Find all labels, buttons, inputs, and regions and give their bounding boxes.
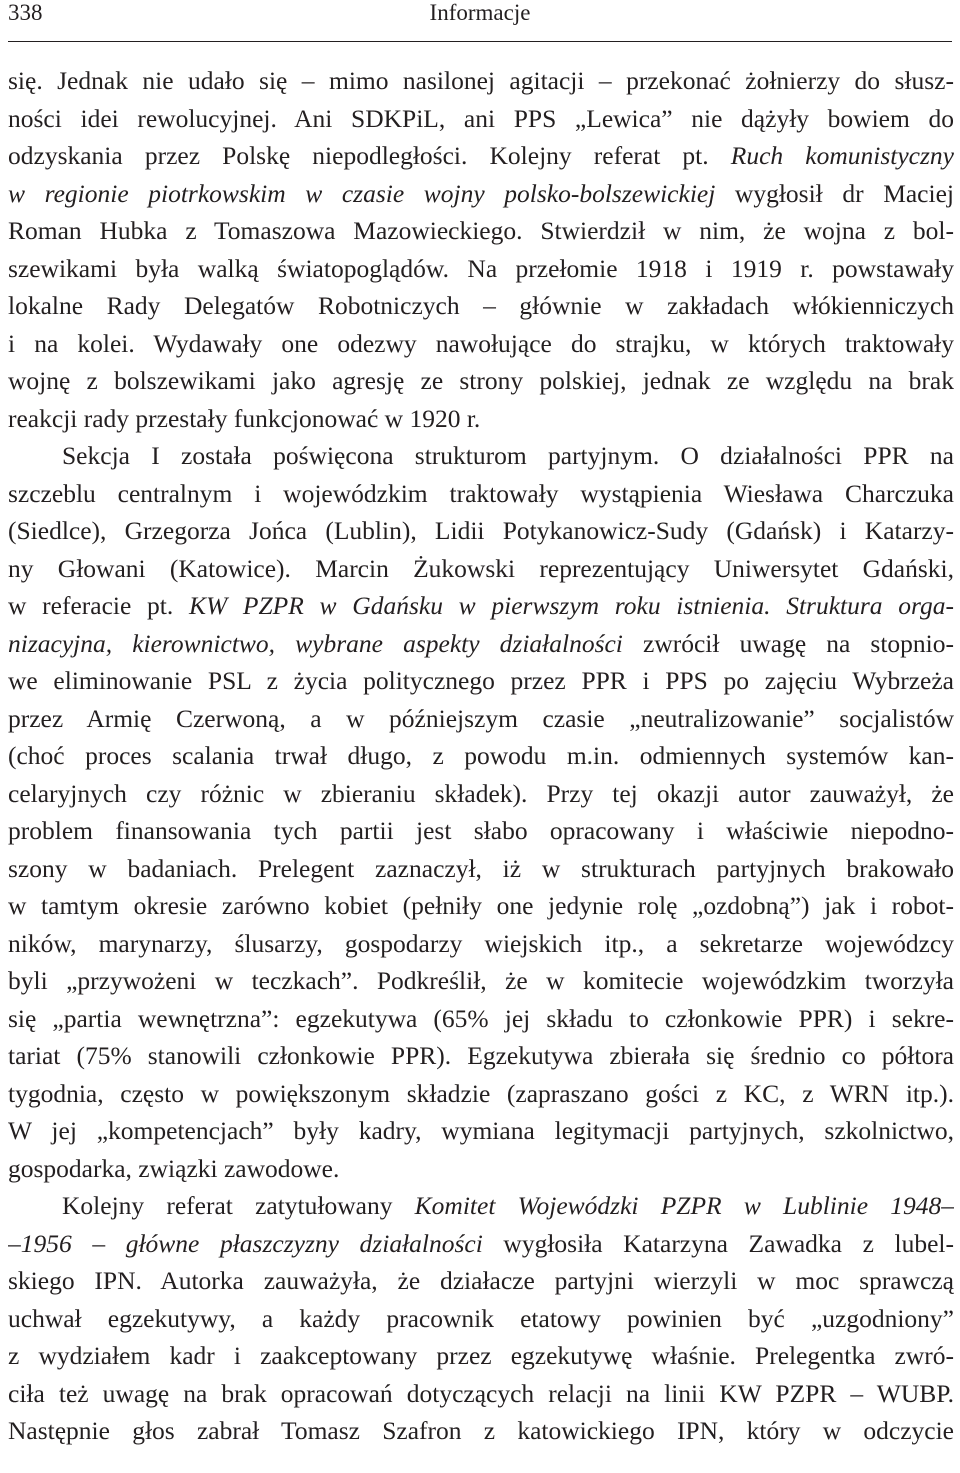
text-segment: ności idei rewolucyjnej. Ani SDKPiL, ani PPS „Lewica” nie dążyły bowiem do (8, 103, 954, 133)
text-line (8, 437, 954, 475)
text-line (8, 550, 954, 588)
running-head: Informacje (429, 0, 531, 25)
text-line (8, 400, 954, 438)
text-segment: skiego IPN. Autorka zauważyła, że działacze partyjni wierzyli w moc sprawczą (8, 1266, 954, 1295)
text-segment: się. Jednak nie udało się – mimo nasilonej agitacji – przekonać żołnierzy do słusz- (8, 66, 954, 95)
text-segment: Roman Hubka z Tomaszowa Mazowieckiego. Stwierdził w nim, że wojna z bol- (8, 216, 954, 245)
body-text (8, 62, 954, 1450)
text-line (8, 175, 954, 213)
text-segment: we eliminowanie PSL z życia politycznego przez PPR i PPS po zajęciu Wybrzeża (8, 666, 954, 695)
text-segment: Następnie głos zabrał Tomasz Szafron z katowickiego IPN, który w odczycie (8, 1416, 954, 1445)
text-segment: Sekcja I została poświęcona strukturom partyjnym. O działalności PPR na (62, 441, 954, 470)
text-segment: byli „przywożeni w teczkach”. Podkreślił, że w komitecie wojewódzkim tworzyła (8, 966, 954, 995)
text-segment: lokalne Rady Delegatów Robotniczych – głównie w zakładach włókienniczych (8, 291, 954, 320)
text-segment: wojnę z bolszewikami jako agresję ze strony polskiej, jednak ze względu na brak (8, 366, 954, 395)
text-line (8, 962, 954, 1000)
text-segment: wygłosił dr Maciej (715, 178, 954, 208)
text-line (8, 625, 954, 663)
text-segment: się „partia wewnętrzna”: egzekutywa (65% jej składu to członkowie PPR) i sekre- (8, 1003, 954, 1033)
text-segment: problem finansowania tych partii jest słabo opracowany i właściwie niepodno- (8, 816, 954, 845)
text-line (8, 812, 954, 850)
text-line (8, 1037, 954, 1075)
text-line (8, 475, 954, 513)
text-segment: w referacie pt. (8, 591, 189, 620)
text-line (8, 925, 954, 963)
text-line (8, 100, 954, 138)
text-line (8, 850, 954, 888)
text-segment: (choć proces scalania trwał długo, z powodu m.in. odmiennych systemów kan- (8, 741, 954, 770)
text-segment: ników, marynarzy, ślusarzy, gospodarzy wiejskich itp., a sekretarze wojewódzcy (8, 928, 954, 958)
text-segment: w tamtym okresie zarówno kobiet (pełniły one jedynie rolę „ozdobną”) jak i robot- (8, 891, 954, 920)
text-segment: z wydziałem kadr i zaakceptowany przez egzekutywę właśnie. Prelegentka zwró- (8, 1341, 954, 1370)
text-line (8, 1300, 954, 1338)
italic-title-segment: nizacyjna, kierownictwo, wybrane aspekty działalności (8, 628, 623, 658)
text-segment: reakcji rady przestały funkcjonować w 1920 r. (8, 403, 481, 433)
text-line (8, 362, 954, 400)
text-segment: gospodarka, związki zawodowe. (8, 1153, 340, 1183)
text-segment: W jej „kompetencjach” były kadry, wymiana legitymacji partyjnych, szkolnictwo, (8, 1116, 954, 1145)
text-line (8, 1112, 954, 1150)
text-segment: Kolejny referat zatytułowany (62, 1191, 415, 1220)
text-line (8, 137, 954, 175)
text-segment: ciła też uwagę na brak opracowań dotyczących relacji na linii KW PZPR – WUBP. (8, 1378, 954, 1408)
text-line (8, 1262, 954, 1300)
text-segment: szczeblu centralnym i wojewódzkim traktowały wystąpienia Wiesława Charczuka (8, 478, 954, 508)
text-line (8, 662, 954, 700)
text-segment: szewikami była walką światopoglądów. Na przełomie 1918 i 1919 r. powstawały (8, 253, 954, 283)
text-line (8, 1187, 954, 1225)
text-segment: ny Głowani (Katowice). Marcin Żukowski reprezentujący Uniwersytet Gdański, (8, 553, 954, 583)
text-line (8, 212, 954, 250)
text-segment: szony w badaniach. Prelegent zaznaczył, iż w strukturach partyjnych brakowało (8, 853, 954, 883)
page-number: 338 (8, 0, 43, 25)
italic-title-segment: KW PZPR w Gdańsku w pierwszym roku istnienia. Struktura orga- (188, 591, 954, 620)
text-line (8, 287, 954, 325)
text-line (8, 1000, 954, 1038)
text-segment: wygłosiła Katarzyna Zawadka z lubel- (482, 1228, 954, 1258)
text-line (8, 250, 954, 288)
text-segment: tygodnia, często w powiększonym składzie (zapraszano gości z KC, z WRN itp.). (8, 1078, 954, 1108)
text-segment: celaryjnych czy różnic w zbieraniu składek). Przy tej okazji autor zauważył, że (8, 778, 954, 808)
italic-title-segment: w regionie piotrkowskim w czasie wojny polsko-bolszewickiej (8, 178, 716, 208)
text-line (8, 700, 954, 738)
italic-title-segment: –1956 – główne płaszczyzny działalności (8, 1228, 483, 1258)
header-rule (8, 41, 952, 42)
text-segment: zwrócił uwagę na stopnio- (622, 628, 954, 658)
text-segment: (Siedlce), Grzegorza Jońca (Lublin), Lidii Potykanowicz-Sudy (Gdańsk) i Katarzy- (8, 516, 954, 545)
text-line (8, 1075, 954, 1113)
text-segment: odzyskania przez Polskę niepodległości. Kolejny referat pt. (8, 141, 731, 170)
text-segment: uchwał egzekutywy, a każdy pracownik etatowy powinien być „uzgodniony” (8, 1303, 954, 1333)
text-line (8, 1375, 954, 1413)
page-header (8, 0, 952, 26)
text-line (8, 737, 954, 775)
italic-title-segment: Komitet Wojewódzki PZPR w Lublinie 1948– (414, 1191, 954, 1220)
text-line (8, 1412, 954, 1450)
text-line (8, 887, 954, 925)
text-line (8, 1225, 954, 1263)
text-line (8, 62, 954, 100)
text-segment: przez Armię Czerwoną, a w późniejszym czasie „neutralizowanie” socjalistów (8, 703, 954, 733)
text-line (8, 587, 954, 625)
text-segment: i na kolei. Wydawały one odezwy nawołujące do strajku, w których traktowały (8, 328, 954, 358)
text-line (8, 512, 954, 550)
text-line (8, 1337, 954, 1375)
text-line (8, 775, 954, 813)
text-line (8, 1150, 954, 1188)
text-segment: tariat (75% stanowili członkowie PPR). Egzekutywa zbierała się średnio co półtora (8, 1041, 954, 1070)
text-line (8, 325, 954, 363)
italic-title-segment: Ruch komunistyczny (730, 141, 954, 170)
